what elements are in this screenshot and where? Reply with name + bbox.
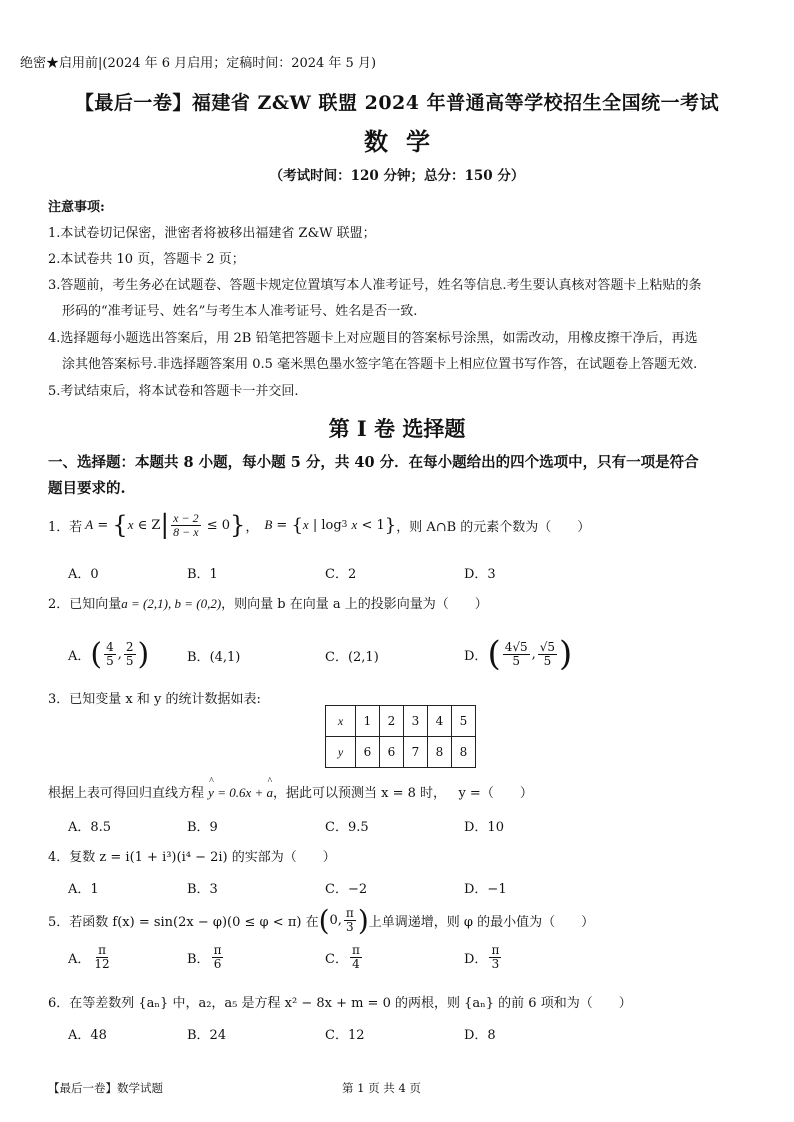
stats-cell: 6 — [380, 737, 404, 768]
q2-option-a-label: A． — [68, 649, 91, 664]
notice-item-2: 2.本试卷共 10 页，答题卡 2 页； — [48, 252, 245, 267]
notice-item-3-cont: 形码的“准考证号、姓名”与考生本人准考证号、姓名是否一致. — [62, 304, 418, 319]
subject-title: 数学 — [364, 127, 448, 156]
question-5: 5．若函数 f(x) = sin(2x − φ)(0 ≤ φ < π) 在 ( 0, $\frac{\pi}{3}$ ) 上单调递增，则 φ 的最小值为（ ） — [48, 904, 595, 937]
q4-option-b[interactable]: B．3 — [187, 882, 218, 897]
question-2 — [48, 593, 488, 612]
q5-option-d-denom: 3 — [491, 956, 500, 971]
q5-option-a-label: A． — [68, 951, 91, 967]
q5-stem-a: 5．若函数 f(x) = sin(2x − φ)(0 ≤ φ < π) 在 — [48, 915, 319, 930]
q5-option-b[interactable]: B． $\frac{\pi}{6}$ — [187, 943, 222, 971]
q6-option-a[interactable]: A．48 — [68, 1028, 107, 1043]
q5-option-a-denom: 12 — [94, 956, 110, 971]
q1-option-a[interactable]: A．0 — [68, 567, 99, 582]
q2-option-c-value: (2,1) — [347, 650, 379, 665]
question-1: 1．若 A = { x ∈ Z | $\frac{x - 2}{8 - x}$ ≤ 0 } ， B = { x | log 3 x < 1 } ，则 A∩B 的元素个数为（ ） — [48, 510, 591, 540]
q1-option-b[interactable]: B．1 — [187, 567, 218, 582]
stats-cell: 4 — [428, 706, 452, 737]
notice-item-3: 3.答题前，考生务必在试题卷、答题卡规定位置填写本人准考证号，姓名等信息.考生要认真核对答题卡上粘贴的条 — [48, 278, 702, 293]
stats-y-label: y — [326, 737, 356, 768]
stats-cell: 6 — [356, 737, 380, 768]
q6-option-d[interactable]: D．8 — [464, 1028, 496, 1043]
q5-option-b-label: B． — [187, 951, 210, 967]
q3-option-c[interactable]: C．9.5 — [325, 820, 369, 835]
stats-cell: 8 — [452, 737, 476, 768]
q5-option-a[interactable]: A． $\frac{\pi}{12}$ — [68, 943, 110, 971]
stats-x-label: x — [326, 706, 356, 737]
q1-option-c[interactable]: C．2 — [325, 567, 357, 582]
q6-stem: 6．在等差数列 {aₙ} 中，a₂，a₅ 是方程 x² − 8x + m = 0 的两根，则 {aₙ} 的前 6 项和为（ ） — [48, 996, 632, 1011]
notice-item-1: 1.本试卷切记保密，泄密者将被移出福建省 Z&W 联盟； — [48, 226, 376, 241]
q3-line2-b: ，据此可以预测当 x = 8 时， — [273, 786, 447, 801]
stats-cell: 2 — [380, 706, 404, 737]
q5-option-d-label: D． — [464, 951, 488, 967]
q2-option-c-label: C． — [325, 650, 348, 665]
q3-line-2: 根据上表可得回归直线方程 ^ y = 0.6x + ^ a，据此可以预测当 x = 8 时， y =（ ） — [48, 782, 533, 801]
exam-title: 【最后一卷】福建省 Z&W 联盟 2024 年普通高等学校招生全国统一考试 — [74, 92, 720, 114]
q2-option-c[interactable] — [325, 646, 379, 665]
q4-option-c[interactable]: C．−2 — [325, 882, 368, 897]
page-number: 第 1 页 共 4 页 — [342, 1081, 421, 1095]
q5-option-b-denom: 6 — [213, 956, 222, 971]
stats-cell: 8 — [428, 737, 452, 768]
stats-cell: 1 — [356, 706, 380, 737]
q1-option-d[interactable]: D．3 — [464, 567, 496, 582]
instructions-line-2: 题目要求的. — [48, 480, 126, 497]
q3-option-b[interactable]: B．9 — [187, 820, 218, 835]
q3-line2-c: y =（ ） — [458, 786, 533, 801]
notice-item-5: 5.考试结束后，将本试卷和答题卡一并交回. — [48, 384, 299, 399]
q5-option-d[interactable]: D． $\frac{\pi}{3}$ — [464, 943, 500, 971]
q2-number: 2．已知向量 — [48, 597, 122, 612]
q3-line2-a: 根据上表可得回归直线方程 — [48, 786, 205, 801]
q4-option-d[interactable]: D．−1 — [464, 882, 507, 897]
stats-cell: 3 — [404, 706, 428, 737]
q5-option-c-denom: 4 — [352, 956, 360, 971]
stats-table — [325, 705, 476, 768]
footer-left: 【最后一卷】数学试题 — [48, 1081, 163, 1095]
q1-sep: ， — [245, 519, 259, 535]
stats-row-x — [326, 706, 476, 737]
stats-row-y — [326, 737, 476, 768]
q6-option-b[interactable]: B．24 — [187, 1028, 227, 1043]
q2-option-a[interactable]: A． ( $\frac{4}{5}$ , $\frac{2}{5}$ ) — [68, 637, 150, 672]
instructions-line-1: 一、选择题：本题共 8 小题，每小题 5 分，共 40 分．在每小题给出的四个选项中，只有一项是符合 — [48, 454, 699, 471]
q4-stem: 4．复数 z = i(1 + i³)(i⁴ − 2i) 的实部为（ ） — [48, 850, 336, 865]
notice-heading: 注意事项: — [48, 200, 105, 215]
q6-option-c[interactable]: C．12 — [325, 1028, 365, 1043]
confidential-note: 绝密★启用前|(2024 年 6 月启用；定稿时间：2024 年 5 月) — [20, 56, 377, 71]
q2-option-b-label: B． — [187, 650, 210, 665]
q4-option-a[interactable]: A．1 — [68, 882, 99, 897]
stats-cell: 7 — [404, 737, 428, 768]
q1-end: ，则 A∩B 的元素个数为（ ） — [396, 519, 591, 535]
q2-option-b-value: (4,1) — [209, 650, 241, 665]
q3-option-d[interactable]: D．10 — [464, 820, 504, 835]
q2-option-d-label: D． — [464, 648, 488, 664]
notice-item-4: 4.选择题每小题选出答案后，用 2B 铅笔把答题卡上对应题目的答案标号涂黑，如需改动，用橡皮擦干净后，再选 — [48, 331, 698, 346]
section-title: 第 I 卷 选择题 — [328, 416, 466, 441]
notice-item-4-cont: 涂其他答案标号.非选择题答案用 0.5 毫米黑色墨水签字笔在答题卡上相应位置书写作答，在试题卷上答题无效. — [62, 357, 698, 372]
stats-cell: 5 — [452, 706, 476, 737]
q2-vectors: a = (2,1), b = (0,2) — [121, 596, 222, 611]
q2-end: ，则向量 b 在向量 a 上的投影向量为（ ） — [221, 597, 488, 612]
q1-number: 1．若 — [48, 519, 83, 535]
q5-option-c-label: C． — [325, 951, 348, 967]
q2-option-b[interactable] — [187, 646, 240, 665]
q5-option-c[interactable]: C． $\frac{\pi}{4}$ — [325, 943, 360, 971]
q5-stem-b: 上单调递增，则 φ 的最小值为（ ） — [368, 915, 595, 930]
q2-option-d[interactable]: D． ( $\frac{4√5}{5}$ , $\frac{√5}{5}$ ) — [464, 634, 573, 674]
exam-info: （考试时间：120 分钟；总分：150 分） — [269, 168, 525, 184]
q3-stem: 3．已知变量 x 和 y 的统计数据如表: — [48, 692, 261, 707]
q3-option-a[interactable]: A．8.5 — [68, 820, 112, 835]
q5-pi: π — [345, 906, 354, 921]
